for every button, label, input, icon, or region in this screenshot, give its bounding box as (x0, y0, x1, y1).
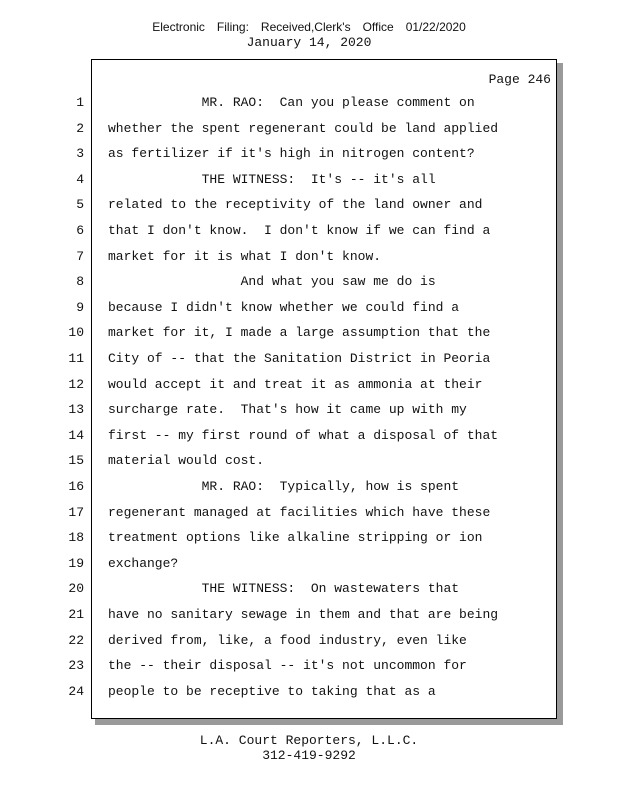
line-number: 20 (68, 581, 84, 597)
transcript-line: treatment options like alkaline stripping or ion (108, 530, 483, 546)
line-number: 4 (76, 171, 84, 187)
transcript-line: related to the receptivity of the land owner and (108, 197, 483, 213)
transcript-line: would accept it and treat it as ammonia at their (108, 376, 483, 392)
line-number: 23 (68, 658, 84, 674)
footer-phone: 312-419-9292 (262, 748, 356, 763)
line-number: 12 (68, 376, 84, 392)
transcript-line: market for it, I made a large assumption that the (108, 325, 491, 341)
transcript-line: surcharge rate. That's how it came up with my (108, 402, 467, 418)
line-number: 8 (76, 274, 84, 290)
transcript-line: first -- my first round of what a disposal of that (108, 427, 499, 443)
line-number: 7 (76, 248, 84, 264)
line-number: 17 (68, 504, 84, 520)
line-number: 16 (68, 479, 84, 494)
line-number: 2 (76, 120, 84, 136)
line-number: 13 (68, 402, 84, 418)
transcript-line: THE WITNESS: It's -- it's all (108, 171, 436, 187)
line-number: 21 (68, 607, 84, 622)
stamp-word: Electronic (152, 20, 205, 34)
transcript-line: MR. RAO: Can you please comment on (108, 95, 475, 110)
line-number: 15 (68, 453, 84, 469)
line-number: 1 (76, 95, 84, 110)
filing-stamp (0, 20, 618, 34)
transcript-line: have no sanitary sewage in them and that are being (108, 607, 499, 622)
line-number: 19 (68, 555, 84, 571)
transcript-line: City of -- that the Sanitation District in Peoria (108, 351, 491, 366)
line-number: 5 (76, 197, 84, 213)
line-number: 18 (68, 530, 84, 546)
stamp-word: Office (362, 20, 394, 34)
transcript-line: THE WITNESS: On wastewaters that (108, 581, 460, 597)
line-number: 14 (68, 427, 84, 443)
line-number: 6 (76, 223, 84, 238)
page-number: Page 246 (488, 72, 551, 87)
transcript-line: And what you saw me do is (108, 274, 436, 290)
footer-company: L.A. Court Reporters, L.L.C. (199, 733, 419, 748)
transcript-line: market for it is what I don't know. (108, 248, 382, 264)
transcript-date: January 14, 2020 (246, 35, 372, 50)
transcript-line: MR. RAO: Typically, how is spent (108, 479, 460, 494)
transcript-line: people to be receptive to taking that as a (108, 683, 436, 699)
transcript-line: that I don't know. I don't know if we can find a (108, 223, 491, 238)
line-number: 10 (68, 325, 84, 341)
transcript-line: exchange? (108, 555, 179, 571)
transcript-line: because I didn't know whether we could find a (108, 299, 460, 315)
transcript-line: as fertilizer if it's high in nitrogen content? (108, 146, 475, 162)
line-number: 24 (68, 683, 84, 699)
stamp-word: Received,Clerk's (260, 20, 351, 34)
transcript-line: whether the spent regenerant could be land applied (108, 120, 499, 136)
line-number: 22 (68, 632, 84, 648)
stamp-word: Filing: (216, 20, 249, 34)
transcript-line: derived from, like, a food industry, even like (108, 632, 467, 648)
transcript-line: material would cost. (108, 453, 265, 469)
stamp-word: 01/22/2020 (405, 20, 466, 34)
line-number: 11 (68, 351, 84, 366)
transcript-line: the -- their disposal -- it's not uncommon for (108, 658, 467, 674)
line-number: 9 (76, 299, 84, 315)
line-number: 3 (76, 146, 84, 162)
transcript-line: regenerant managed at facilities which have these (108, 504, 491, 520)
